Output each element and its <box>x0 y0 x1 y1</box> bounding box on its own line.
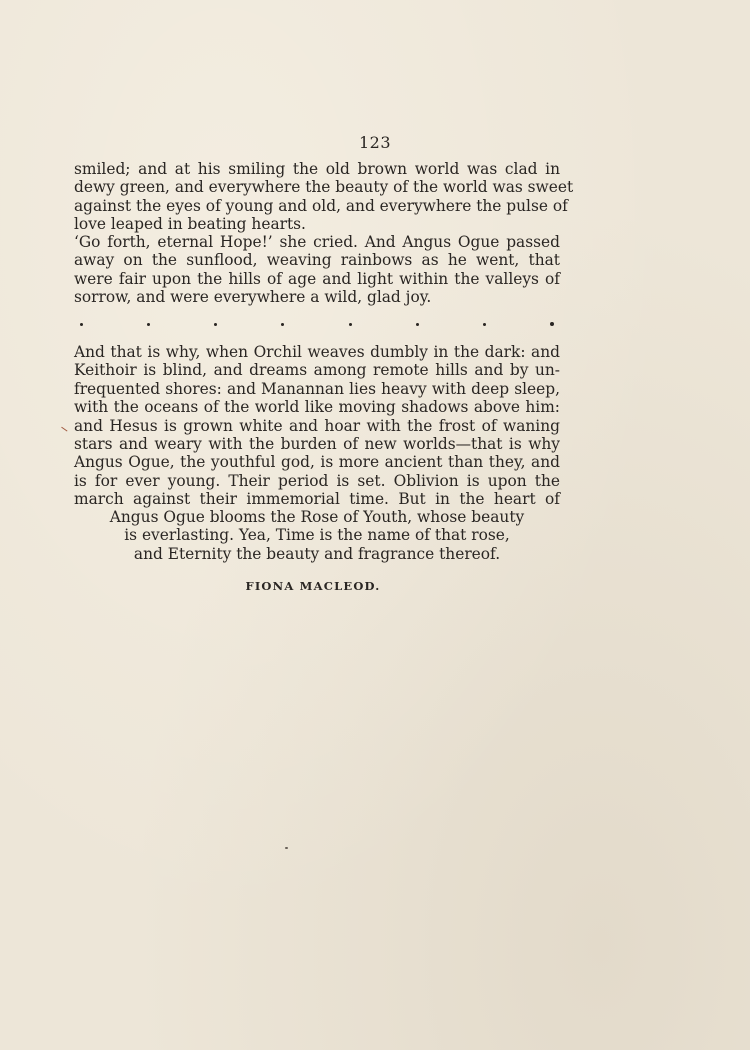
paper-speck <box>285 847 288 849</box>
author-signature: FIONA MACLEOD. <box>245 579 381 593</box>
ornament-dot <box>214 323 217 326</box>
ornament-dot <box>80 323 83 326</box>
closing-line: is everlasting. Yea, Time is the name of that rose, <box>124 526 510 544</box>
page-number: 123 <box>358 133 392 152</box>
ornament-dot <box>349 323 352 326</box>
text-line: smiled; and at his smiling the old brown world was clad in <box>74 160 560 178</box>
paragraph-1 <box>74 160 574 234</box>
ornament-dot <box>416 323 419 326</box>
ornament-dot <box>550 322 554 326</box>
text-line: And that is why, when Orchil weaves dumbly in the dark: and <box>74 343 560 361</box>
section-break-dots <box>74 318 560 330</box>
closing-line: Angus Ogue blooms the Rose of Youth, whose beauty <box>109 508 525 526</box>
text-line: love leaped in beating hearts. <box>74 215 306 234</box>
text-line: is for ever young. Their period is set. Oblivion is upon the <box>74 471 560 490</box>
text-line: Angus Ogue, the youthful god, is more ancient than they, and <box>74 453 560 472</box>
text-line: with the oceans of the world like moving shadows above him: <box>74 398 560 417</box>
paragraph-3 <box>74 343 560 509</box>
text-line: and Hesus is grown white and hoar with the frost of waning <box>74 416 560 435</box>
ornament-dot <box>483 323 486 326</box>
margin-mark <box>61 423 70 431</box>
text-line: against the eyes of young and old, and everywhere the pulse of <box>74 196 568 215</box>
ornament-dot <box>147 323 150 326</box>
text-line: ‘Go forth, eternal Hope!’ she cried. And Angus Ogue passed <box>74 233 560 251</box>
text-line: frequented shores: and Manannan lies heavy with deep sleep, <box>74 379 560 398</box>
ornament-dot <box>281 323 284 326</box>
text-line: stars and weary with the burden of new worlds—that is why <box>74 435 560 454</box>
text-line: Keithoir is blind, and dreams among remote hills and by un- <box>74 361 560 380</box>
text-line: were fair upon the hills of age and light within the valleys of <box>74 269 560 288</box>
text-line: march against their immemorial time. But in the heart of <box>74 490 560 509</box>
text-line: sorrow, and were everywhere a wild, glad joy. <box>74 288 432 307</box>
closing-line: and Eternity the beauty and fragrance thereof. <box>133 545 501 563</box>
text-line: away on the sunflood, weaving rainbows as he went, that <box>74 251 560 270</box>
paragraph-2 <box>74 233 560 307</box>
text-line: dewy green, and everywhere the beauty of the world was sweet <box>74 178 574 197</box>
